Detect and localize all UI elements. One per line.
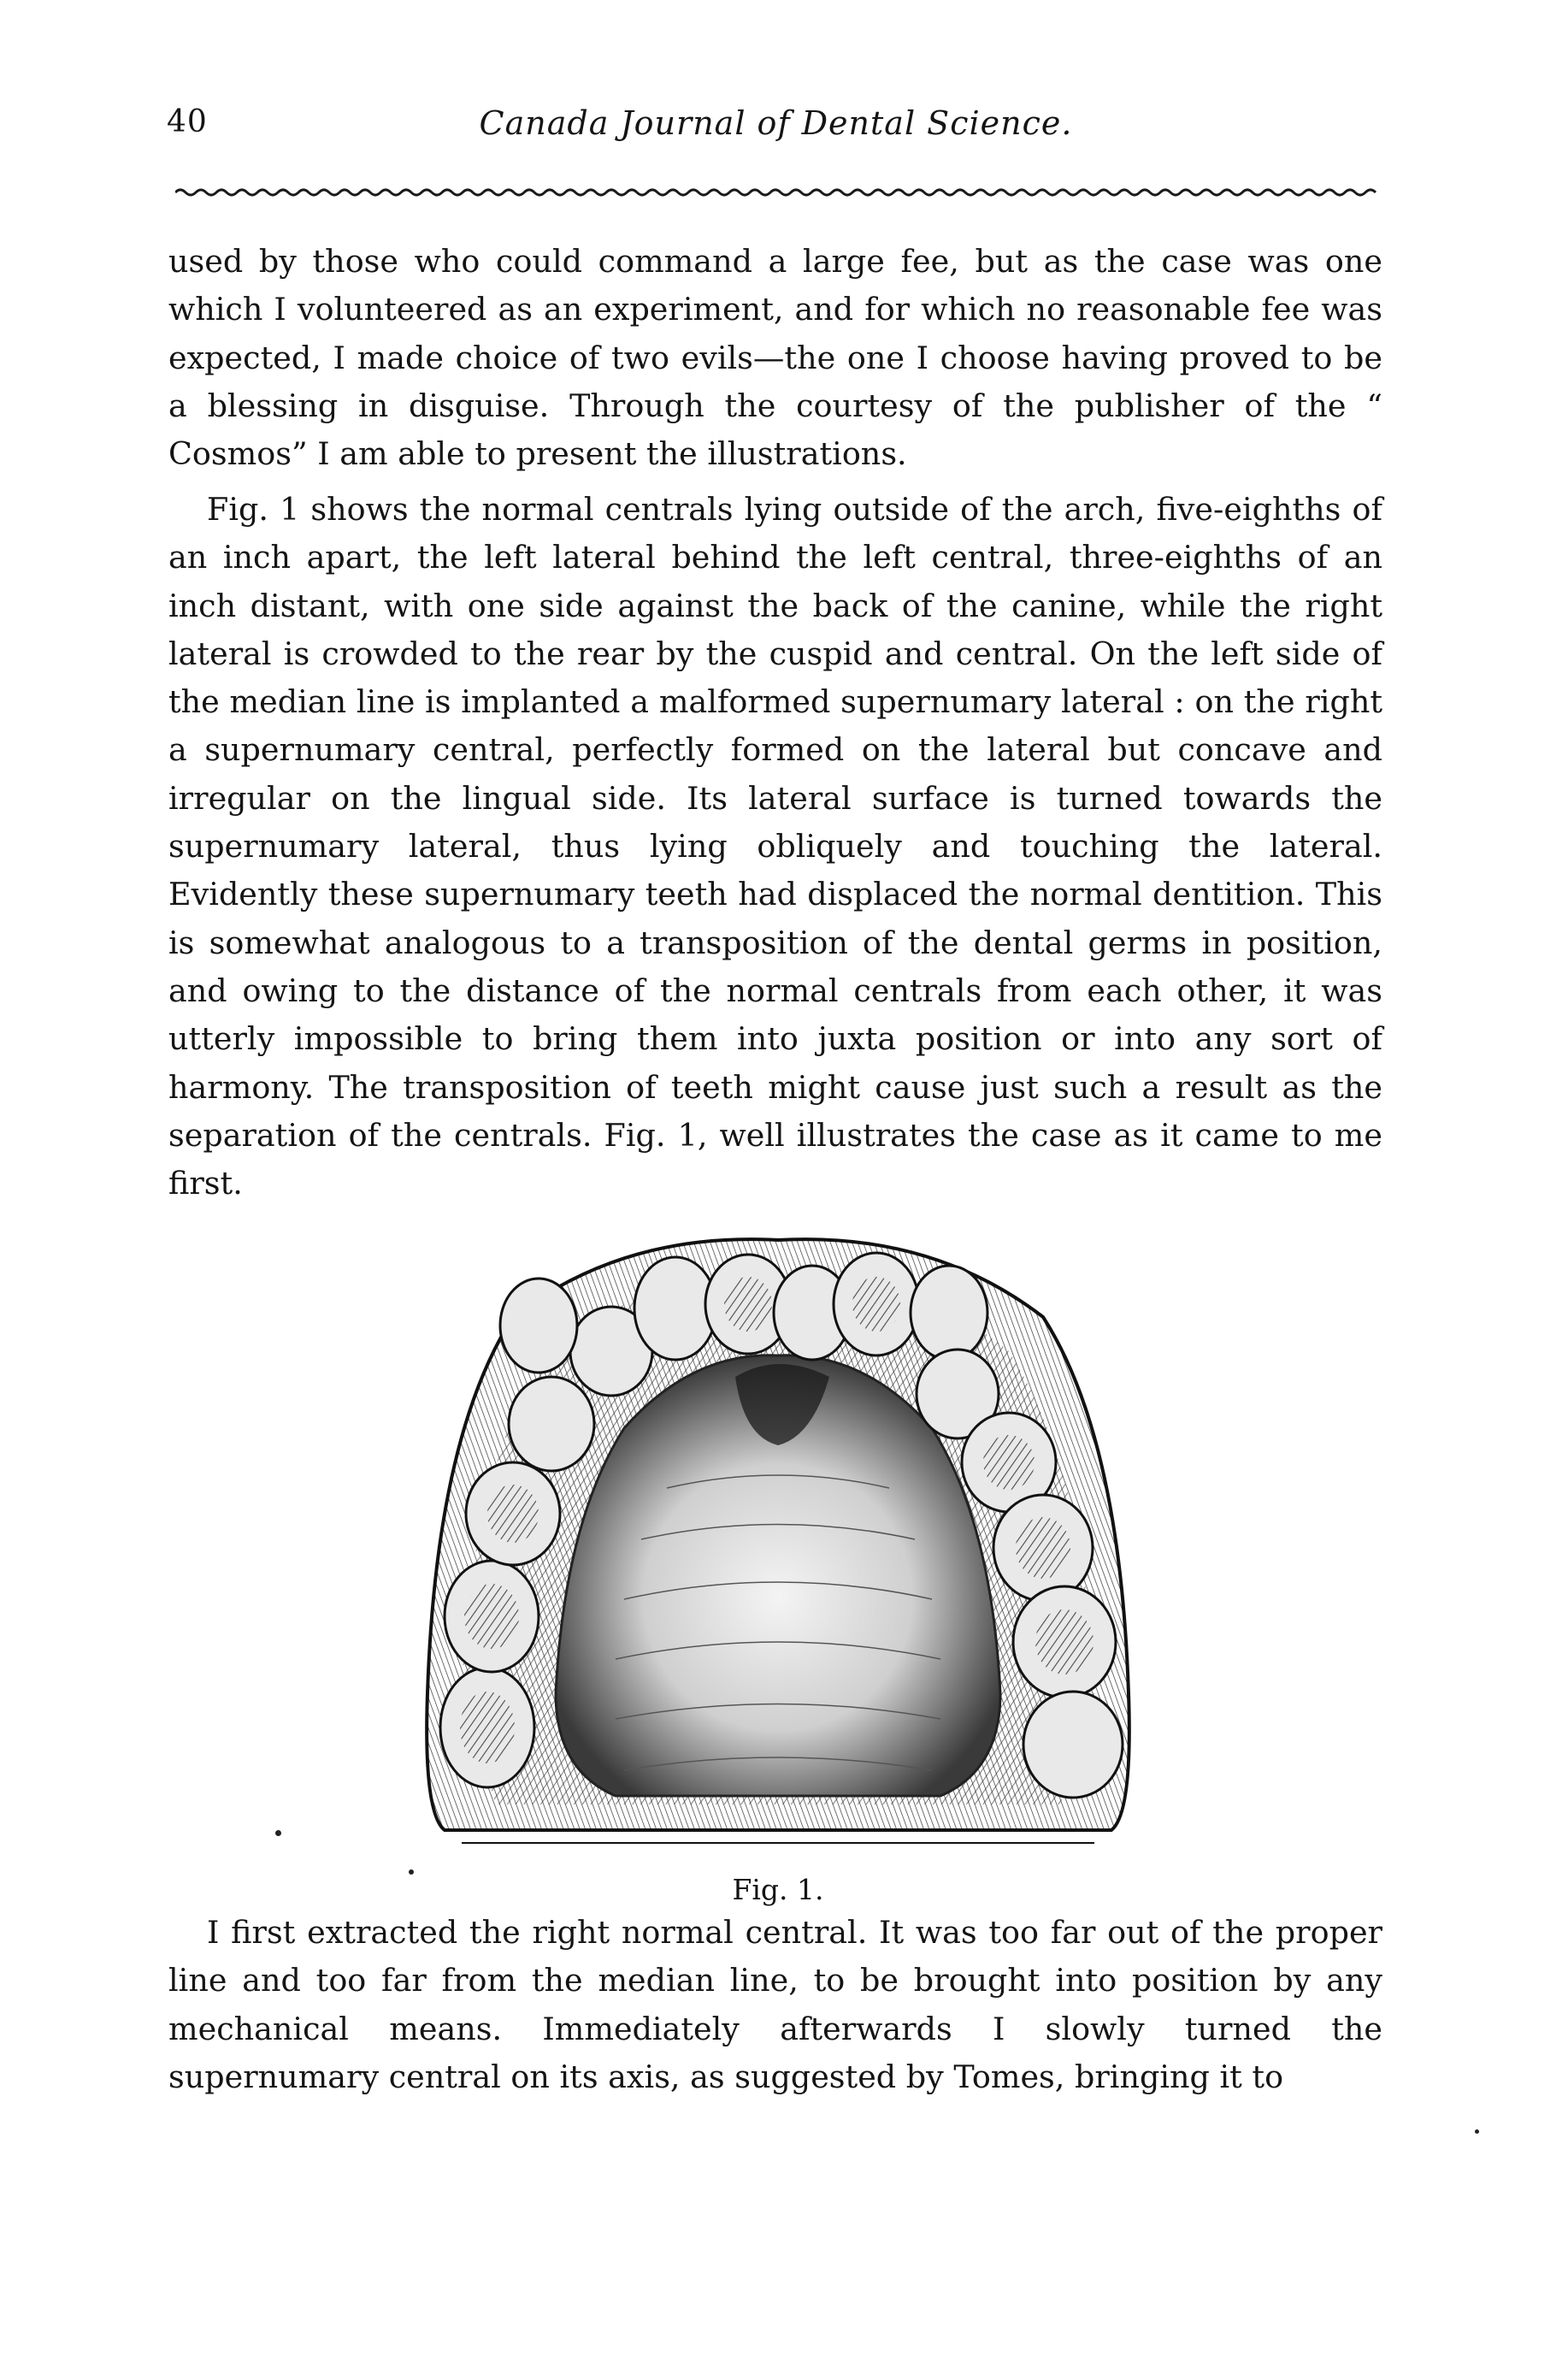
print-speck (275, 1830, 281, 1836)
paragraph-2-text: Fig. 1 shows the normal centrals lying outside of the arch, five-eighths of an inch apart, the left lateral behind the left central, three-eighths of an inch distant, with one side against the back of the canine, while the right lateral is crowded to the rear by the cuspid and central. On the left side of the median line is implanted a malformed supernumary lateral : on the right a supernumary central, perfectly formed on the lateral but concave and irregular on the lingual side. Its lateral surface is turned towards the supernumary lateral, thus lying obliquely and touching the lateral. Evidently these supernumary teeth had displaced the normal dentition. This is somewhat analogous to a transposition of the dental germs in position, and owing to the distance of the normal centrals from each other, it was utterly impossible to bring them into juxta position or into any sort of harmony. The transposition of teeth might cause just such a result as the separation of the centrals. Fig. 1, well illustrates the case as it came to me first. (168, 491, 1382, 1202)
paragraph-2 (168, 486, 1382, 1208)
paragraph-3 (168, 1909, 1382, 2101)
page-number: 40 (167, 104, 208, 139)
running-title: Canada Journal of Dental Science. (479, 104, 1073, 142)
page-header (167, 104, 1385, 156)
paragraph-1 (168, 238, 1382, 478)
print-speck (1475, 2129, 1479, 2134)
paragraph-3-text: I first extracted the right normal central. It was too far out of the proper line and too far from the median line, to be brought into position by any mechanical means. Immediately afterwards I slowly turned the supernumary central on its axis, as suggested by Tomes, bringing it to (168, 1914, 1382, 2095)
print-speck (409, 1869, 414, 1875)
paragraph-1-text: used by those who could command a large fee, but as the case was one which I volunteered as an experiment, and for which no reasonable fee was expected, I made choice of two evils—the one I choose having proved to be a blessing in disguise. Through the courtesy of the publisher of the “ Cosmos” I am able to present the illustrations. (168, 243, 1382, 473)
dental-cast-icon (410, 1214, 1146, 1864)
header-wavy-rule (175, 186, 1381, 198)
figure-1-illustration (410, 1214, 1146, 1864)
figure-caption: Fig. 1. (732, 1873, 824, 1906)
